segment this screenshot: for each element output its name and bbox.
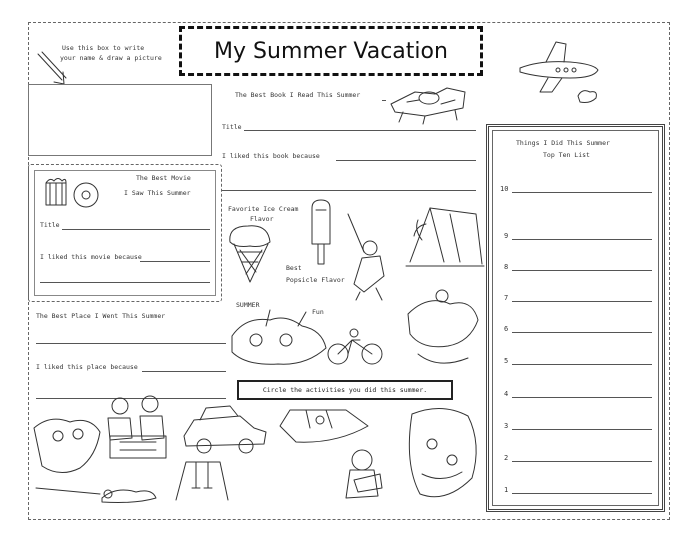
top-ten-line[interactable] (512, 493, 652, 494)
top-ten-line[interactable] (512, 397, 652, 398)
ice-cream-label-1: Favorite Ice Cream (228, 205, 299, 213)
top-ten-number: 7 (504, 294, 509, 302)
ice-cream-label-2: Flavor (250, 215, 274, 223)
popsicle-icon (306, 198, 336, 270)
tent-icon (404, 200, 486, 272)
top-ten-line[interactable] (512, 301, 652, 302)
top-ten-line[interactable] (512, 270, 652, 271)
name-drawing-box[interactable] (28, 84, 212, 156)
top-ten-number: 3 (504, 422, 509, 430)
movie-heading-line-1: The Best Movie (136, 174, 191, 182)
page-title: My Summer Vacation (214, 38, 448, 64)
airplane-icon (510, 36, 610, 110)
movie-title-label: Title (40, 221, 60, 229)
top-ten-number: 2 (504, 454, 509, 462)
beach-chair-icon (385, 82, 475, 124)
bicycle-icon (326, 328, 386, 368)
reading-child-icon (340, 446, 396, 508)
fishing-boy-icon (346, 212, 396, 304)
movie-reason-line-1[interactable] (140, 261, 210, 262)
top-ten-line[interactable] (512, 429, 652, 430)
top-ten-line[interactable] (512, 461, 652, 462)
top-ten-number: 5 (504, 357, 509, 365)
book-reason-label: I liked this book because (222, 152, 320, 160)
book-reason-line-2[interactable] (222, 190, 476, 191)
top-ten-line[interactable] (512, 332, 652, 333)
book-title-line[interactable] (244, 130, 476, 131)
board-game-icon (100, 394, 176, 464)
place-heading: The Best Place I Went This Summer (36, 312, 166, 320)
car-icon (180, 400, 270, 456)
place-line-1[interactable] (36, 343, 226, 344)
top-ten-number: 9 (504, 232, 509, 240)
movie-title-line[interactable] (62, 229, 210, 230)
movie-heading-line-2: I Saw This Summer (124, 189, 191, 197)
top-ten-line[interactable] (512, 192, 652, 193)
sleeping-child-icon (96, 480, 160, 506)
top-ten-line[interactable] (512, 364, 652, 365)
photo-prompt-line-2: your name & draw a picture (60, 54, 162, 62)
book-reason-line-1[interactable] (336, 160, 476, 161)
book-heading: The Best Book I Read This Summer (235, 91, 361, 99)
top-ten-line[interactable] (512, 239, 652, 240)
swimming-pool-icon (402, 404, 480, 506)
kayak-kids-icon (30, 408, 104, 500)
activities-instruction: Circle the activities you did this summer. (262, 386, 428, 394)
popsicle-label-1: Best (286, 264, 302, 272)
top-ten-heading-2: Top Ten List (543, 151, 590, 159)
activities-instruction-box (237, 380, 453, 400)
movie-reason-line-2[interactable] (40, 282, 210, 283)
top-ten-number: 4 (504, 390, 509, 398)
book-title-label: Title (222, 123, 242, 131)
top-ten-number: 8 (504, 263, 509, 271)
top-ten-heading-1: Things I Did This Summer (516, 139, 610, 147)
top-ten-number: 6 (504, 325, 509, 333)
photo-prompt-line-1: Use this box to write (62, 44, 145, 52)
popcorn-icon (42, 175, 102, 209)
place-reason-line-1[interactable] (142, 371, 226, 372)
popsicle-label-2: Popsicle Flavor (286, 276, 345, 284)
fun-sign: Fun (312, 308, 324, 316)
ice-cream-cone-icon (222, 220, 282, 286)
top-ten-inner-frame (492, 130, 659, 506)
swimmer-icon (398, 284, 482, 376)
swing-set-icon (172, 458, 232, 504)
place-reason-label: I liked this place because (36, 363, 138, 371)
top-ten-number: 10 (500, 185, 509, 193)
summer-sign: SUMMER (236, 301, 260, 309)
movie-reason-label: I liked this movie because (40, 253, 142, 261)
top-ten-number: 1 (504, 486, 509, 494)
speedboat-icon (276, 404, 372, 452)
beach-fun-icon (226, 296, 332, 372)
title-banner (179, 26, 483, 76)
